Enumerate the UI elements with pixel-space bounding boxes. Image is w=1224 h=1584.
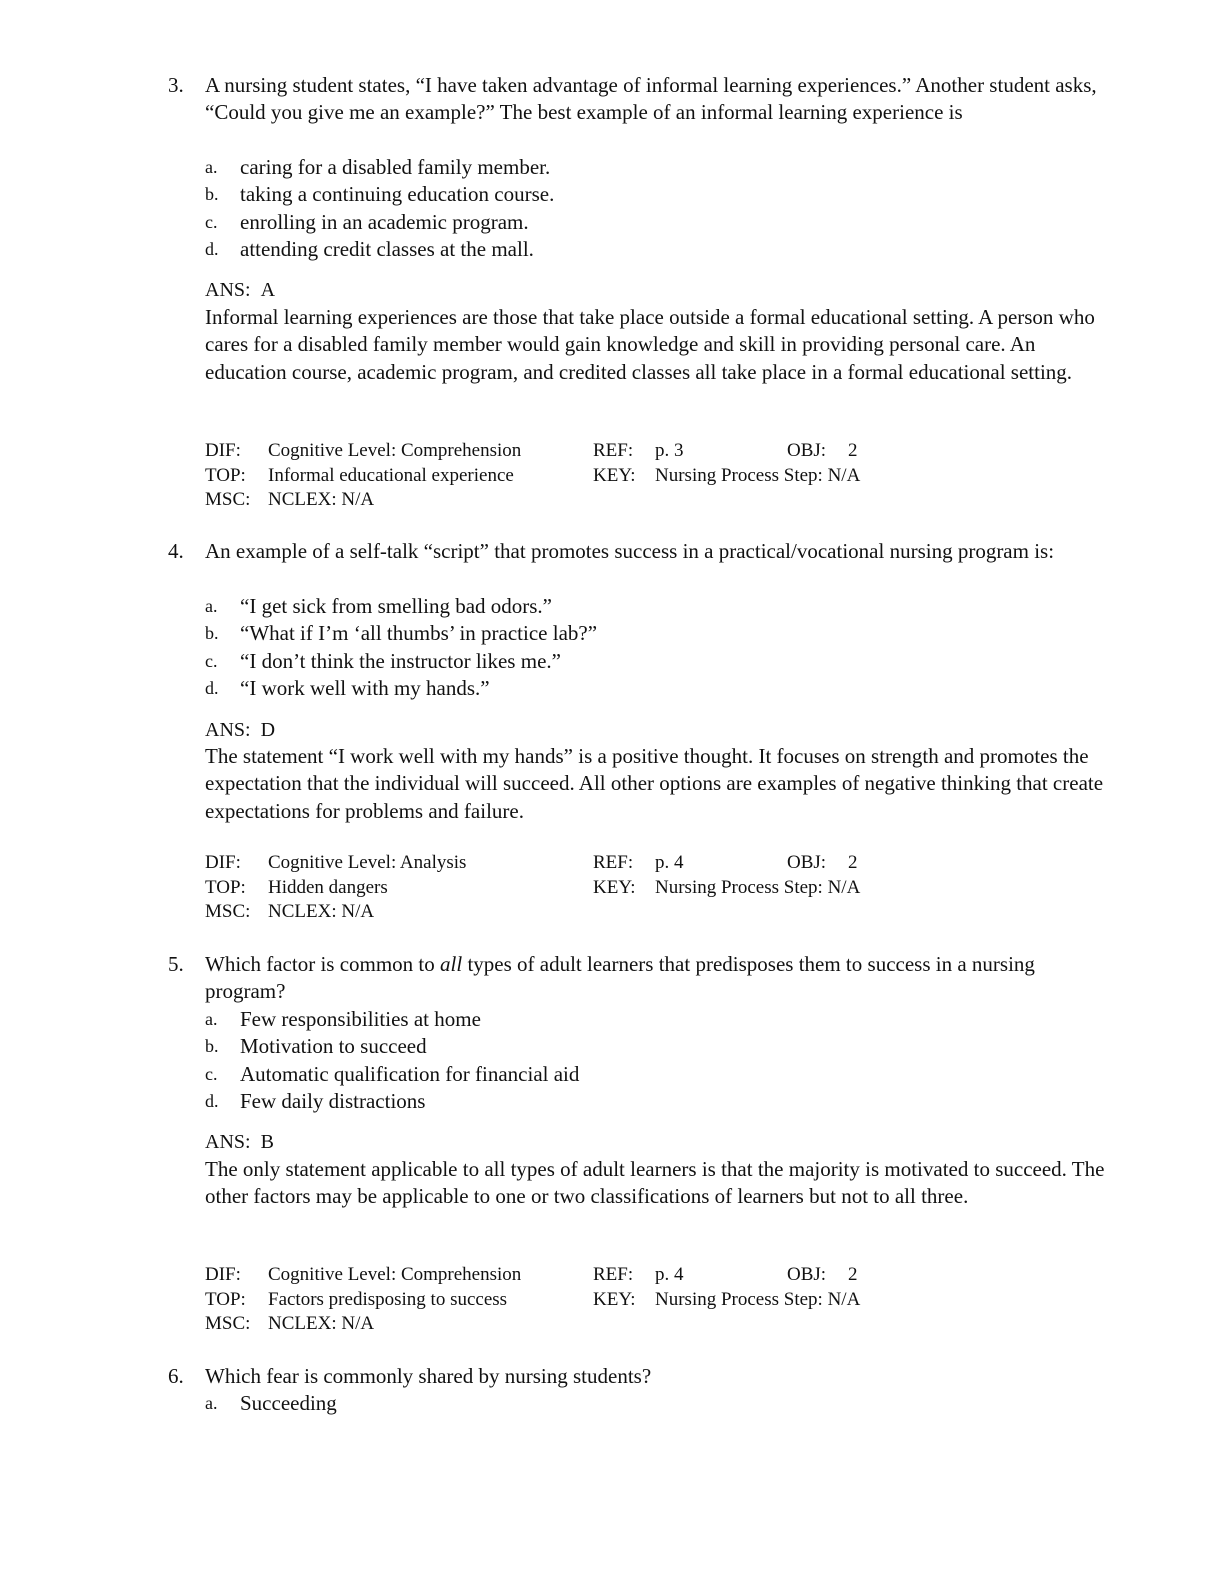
meta-top: Factors predisposing to success — [268, 1288, 508, 1310]
meta-obj-label: OBJ: — [787, 852, 827, 873]
meta-dif: Cognitive Level: Comprehension — [268, 1264, 522, 1285]
option-letter: c. — [205, 1063, 218, 1084]
option-letter: a. — [205, 596, 218, 616]
meta-key: Nursing Process Step: N/A — [655, 876, 861, 898]
meta-key: Nursing Process Step: N/A — [655, 464, 861, 486]
answer-value: A — [260, 279, 276, 301]
option-text: taking a continuing education course. — [240, 182, 555, 207]
meta-dif-label: DIF: — [205, 1264, 241, 1285]
answer-rationale: The only statement applicable to all types of adult learners is that the majority is motivated to succeed. The other factors may be applicable to one or two classifications of learners but not to all three. — [205, 1157, 1105, 1209]
question-stem — [205, 1363, 1100, 1390]
option-letter: a. — [205, 157, 218, 177]
meta-ref-label: REF: — [593, 1264, 634, 1285]
stem-text: An example of a self-talk “script” that promotes success in a practical/vocational nursing program is: — [205, 539, 1055, 563]
meta-top: Informal educational experience — [268, 464, 514, 486]
option-text: “I work well with my hands.” — [240, 675, 490, 700]
meta-msc-label: MSC: — [205, 489, 251, 510]
meta-msc-label: MSC: — [205, 1313, 251, 1334]
meta-ref: p. 3 — [655, 440, 684, 461]
option-letter: c. — [205, 211, 218, 232]
option-text: Few daily distractions — [240, 1088, 426, 1113]
answer-label: ANS: — [205, 279, 251, 301]
meta-obj: 2 — [848, 1264, 858, 1285]
question-stem — [205, 951, 1100, 1005]
option-letter: d. — [205, 677, 219, 698]
option-text: enrolling in an academic program. — [240, 209, 529, 234]
question-number: 5. — [168, 952, 184, 976]
meta-obj-label: OBJ: — [787, 1264, 827, 1285]
option-letter: b. — [205, 623, 219, 644]
option-text: Motivation to succeed — [240, 1034, 427, 1059]
meta-key-label: KEY: — [593, 876, 636, 898]
option-text: Automatic qualification for financial aid — [240, 1061, 580, 1086]
meta-dif-label: DIF: — [205, 440, 241, 461]
meta-ref: p. 4 — [655, 1264, 684, 1285]
answer-rationale: The statement “I work well with my hands” is a positive thought. It focuses on strength and promotes the expectation that the individual will succeed. All other options are examples of negative thinking that create expectations for problems and failure. — [205, 744, 1104, 823]
meta-key-label: KEY: — [593, 464, 636, 486]
option-text: Few responsibilities at home — [240, 1007, 481, 1031]
option-text: attending credit classes at the mall. — [240, 236, 534, 261]
option-letter: b. — [205, 184, 219, 205]
option-letter: d. — [205, 1090, 219, 1111]
option-letter: d. — [205, 238, 219, 259]
option-letter: c. — [205, 650, 218, 671]
meta-top-label: TOP: — [205, 876, 246, 898]
meta-dif: Cognitive Level: Comprehension — [268, 440, 522, 461]
option-text: “I get sick from smelling bad odors.” — [240, 594, 553, 618]
answer-label: ANS: — [205, 719, 251, 741]
meta-dif: Cognitive Level: Analysis — [268, 852, 467, 873]
meta-key: Nursing Process Step: N/A — [655, 1288, 861, 1310]
stem-text: types of adult learners that predisposes them to success in a nursing program? — [205, 952, 1035, 1003]
meta-key-label: KEY: — [593, 1288, 636, 1310]
question-stem — [205, 72, 1100, 126]
question-number: 4. — [168, 539, 184, 563]
meta-top-label: TOP: — [205, 1288, 246, 1310]
answer-label: ANS: — [205, 1131, 251, 1153]
answer-line — [205, 717, 275, 744]
answer-value: D — [260, 719, 276, 741]
question-number: 3. — [168, 73, 184, 97]
stem-text: A nursing student states, “I have taken advantage of informal learning experiences.” Another student asks, “Could you give me an example?” The best example of an informal learning experience is — [205, 73, 1097, 124]
meta-ref-label: REF: — [593, 440, 634, 461]
meta-msc: NCLEX: N/A — [268, 1313, 375, 1334]
stem-text: Which factor is common to — [205, 952, 441, 976]
option-text: “I don’t think the instructor likes me.” — [240, 648, 561, 673]
meta-msc-label: MSC: — [205, 901, 251, 922]
meta-dif-label: DIF: — [205, 852, 241, 873]
answer-line — [205, 1129, 274, 1156]
option-letter: b. — [205, 1036, 219, 1057]
option-letter: a. — [205, 1393, 218, 1413]
option-text: caring for a disabled family member. — [240, 155, 551, 179]
stem-text: Which fear is commonly shared by nursing students? — [205, 1364, 652, 1388]
meta-ref-label: REF: — [593, 852, 634, 873]
meta-obj: 2 — [848, 440, 858, 461]
meta-obj-label: OBJ: — [787, 440, 827, 461]
meta-obj: 2 — [848, 852, 858, 873]
answer-rationale: Informal learning experiences are those that take place outside a formal educational setting. A person who cares for a disabled family member would gain knowledge and skill in providing personal care. An education course, academic program, and credited classes all take place in a formal educational setting. — [205, 305, 1095, 384]
stem-text: all — [440, 952, 463, 976]
question-stem — [205, 538, 1100, 565]
meta-msc: NCLEX: N/A — [268, 901, 375, 922]
meta-msc: NCLEX: N/A — [268, 489, 375, 510]
meta-top-label: TOP: — [205, 464, 246, 486]
question-number: 6. — [168, 1364, 184, 1388]
answer-line — [205, 277, 275, 304]
answer-value: B — [260, 1131, 274, 1153]
option-text: Succeeding — [240, 1391, 337, 1415]
option-letter: a. — [205, 1009, 218, 1029]
meta-top: Hidden dangers — [268, 876, 388, 898]
meta-ref: p. 4 — [655, 852, 684, 873]
option-text: “What if I’m ‘all thumbs’ in practice lab?” — [240, 621, 598, 646]
